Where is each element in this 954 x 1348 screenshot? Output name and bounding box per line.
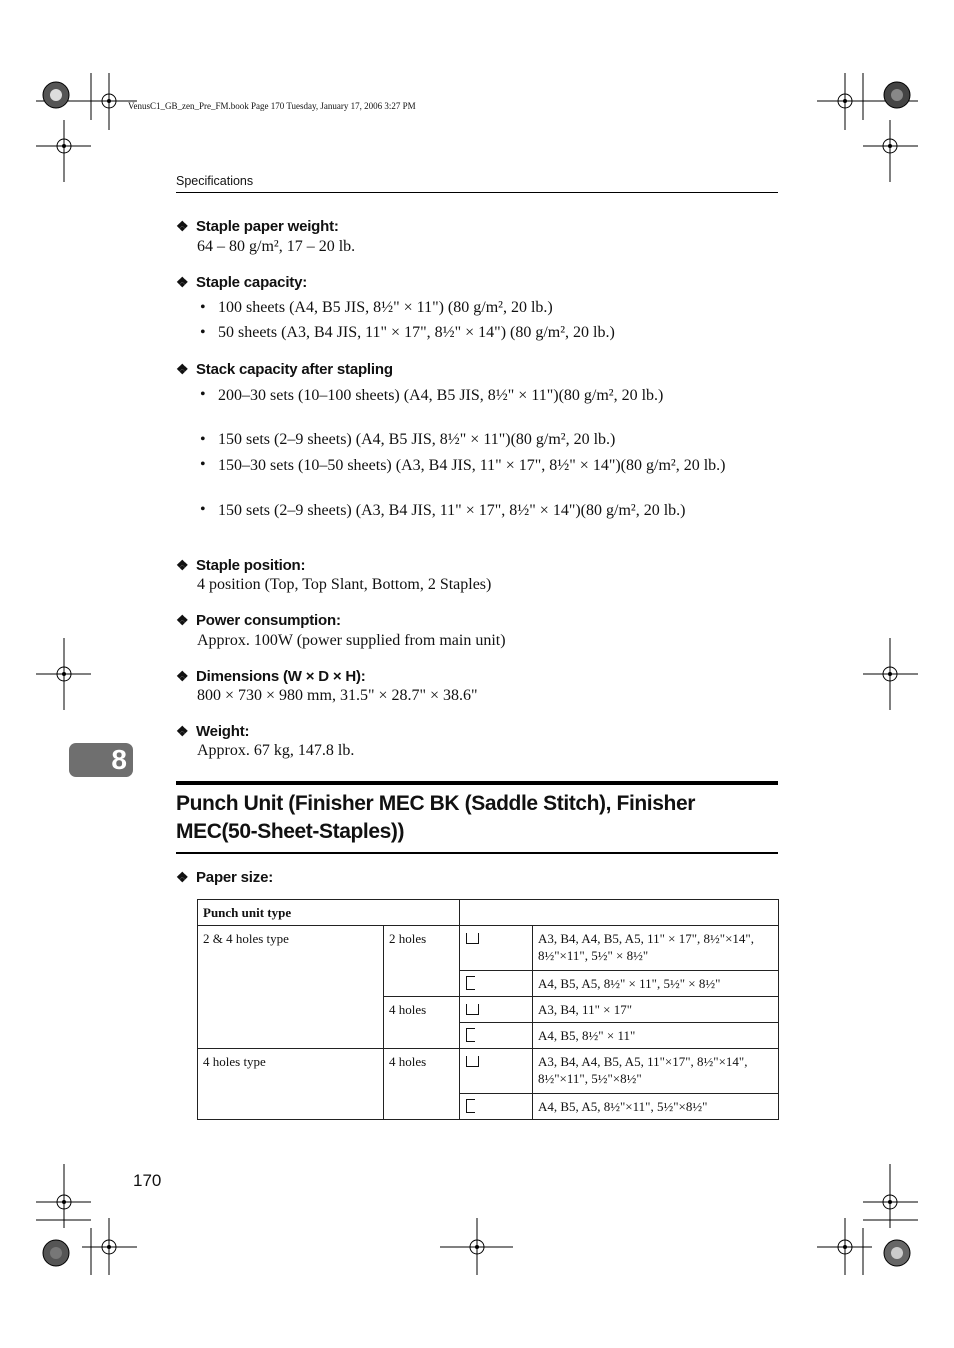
print-imprint: VenusC1_GB_zen_Pre_FM.book Page 170 Tuesday, January 17, 2006 3:27 PM bbox=[128, 101, 416, 111]
stack-capacity-item: 150 sets (2–9 sheets) (A4, B5 JIS, 8½" × 11")(80 g/m², 20 lb.) bbox=[218, 431, 616, 448]
staple-position-heading: ❖ Staple position: bbox=[176, 557, 306, 574]
dimensions-value: 800 × 730 × 980 mm, 31.5" × 28.7" × 38.6" bbox=[197, 687, 478, 704]
weight-value: Approx. 67 kg, 147.8 lb. bbox=[197, 742, 355, 759]
size-cell: A4, B5, A5, 8½" × 11", 5½" × 8½" bbox=[533, 971, 779, 997]
stack-capacity-item: 150 sets (2–9 sheets) (A3, B4 JIS, 11" × 17", 8½" × 14")(80 g/m², 20 lb.) bbox=[218, 502, 686, 519]
stack-capacity-item: 150–30 sets (10–50 sheets) (A3, B4 JIS, 11" × 17", 8½" × 14")(80 g/m², 20 lb.) bbox=[218, 457, 726, 474]
diamond-bullet-icon: ❖ bbox=[176, 361, 189, 377]
chapter-tab: 8 bbox=[69, 743, 133, 777]
diamond-bullet-icon: ❖ bbox=[176, 723, 189, 739]
staple-position-value: 4 position (Top, Top Slant, Bottom, 2 Staples) bbox=[197, 576, 492, 593]
weight-heading: ❖ Weight: bbox=[176, 723, 250, 740]
holes-cell: 4 holes bbox=[384, 1049, 460, 1120]
table-row bbox=[198, 926, 779, 971]
orientation-cell bbox=[460, 997, 533, 1023]
size-cell: A3, B4, A4, B5, A5, 11"×17", 8½"×14", 8½"×11", 5½"×8½" bbox=[533, 1049, 779, 1094]
table-header-cell: Punch unit type bbox=[198, 900, 460, 926]
landscape-feed-icon bbox=[466, 1004, 479, 1015]
size-cell: A3, B4, 11" × 17" bbox=[533, 997, 779, 1023]
header-rule bbox=[176, 192, 778, 193]
portrait-feed-icon bbox=[466, 1099, 475, 1113]
stack-capacity-heading: ❖ Stack capacity after stapling bbox=[176, 361, 393, 378]
diamond-bullet-icon: ❖ bbox=[176, 557, 189, 573]
diamond-bullet-icon: ❖ bbox=[176, 218, 189, 234]
running-header: Specifications bbox=[176, 174, 254, 188]
paper-size-heading: ❖ Paper size: bbox=[176, 869, 274, 886]
staple-paper-weight-heading: ❖ Staple paper weight: bbox=[176, 218, 339, 235]
punch-type-cell: 2 & 4 holes type bbox=[198, 926, 384, 1049]
bullet-dot: • bbox=[200, 324, 206, 341]
bullet-dot: • bbox=[200, 431, 206, 448]
table-row bbox=[198, 1049, 779, 1094]
orientation-cell bbox=[460, 926, 533, 971]
portrait-feed-icon bbox=[466, 976, 475, 990]
orientation-cell bbox=[460, 1023, 533, 1049]
diamond-bullet-icon: ❖ bbox=[176, 869, 189, 885]
landscape-feed-icon bbox=[466, 1056, 479, 1067]
table-header-empty bbox=[460, 900, 779, 926]
bullet-dot: • bbox=[200, 456, 206, 473]
landscape-feed-icon bbox=[466, 933, 479, 944]
holes-cell: 4 holes bbox=[384, 997, 460, 1049]
staple-capacity-item: 100 sheets (A4, B5 JIS, 8½" × 11") (80 g/m², 20 lb.) bbox=[218, 299, 553, 316]
portrait-feed-icon bbox=[466, 1028, 475, 1042]
section-top-bar bbox=[176, 781, 778, 785]
size-cell: A4, B5, A5, 8½"×11", 5½"×8½" bbox=[533, 1094, 779, 1120]
bullet-dot: • bbox=[200, 386, 206, 403]
bullet-dot: • bbox=[200, 299, 206, 316]
diamond-bullet-icon: ❖ bbox=[176, 612, 189, 628]
table-header-row bbox=[198, 900, 779, 926]
bullet-dot: • bbox=[200, 501, 206, 518]
orientation-cell bbox=[460, 1049, 533, 1094]
punch-unit-table bbox=[197, 899, 779, 1120]
page-number: 170 bbox=[133, 1171, 162, 1190]
diamond-bullet-icon: ❖ bbox=[176, 274, 189, 290]
section-title: Punch Unit (Finisher MEC BK (Saddle Stitch), Finisher MEC(50-Sheet-Staples)) bbox=[176, 792, 695, 843]
stack-capacity-item: 200–30 sets (10–100 sheets) (A4, B5 JIS, 8½" × 11")(80 g/m², 20 lb.) bbox=[218, 387, 664, 404]
size-cell: A3, B4, A4, B5, A5, 11" × 17", 8½"×14", 8½"×11", 5½" × 8½" bbox=[533, 926, 779, 971]
orientation-cell bbox=[460, 1094, 533, 1120]
holes-cell: 2 holes bbox=[384, 926, 460, 997]
staple-capacity-heading: ❖ Staple capacity: bbox=[176, 274, 308, 291]
diamond-bullet-icon: ❖ bbox=[176, 668, 189, 684]
section-bottom-rule bbox=[176, 852, 778, 854]
staple-paper-weight-value: 64 – 80 g/m², 17 – 20 lb. bbox=[197, 238, 356, 255]
staple-capacity-item: 50 sheets (A3, B4 JIS, 11" × 17", 8½" × 14") (80 g/m², 20 lb.) bbox=[218, 324, 615, 341]
power-consumption-heading: ❖ Power consumption: bbox=[176, 612, 341, 629]
power-consumption-value: Approx. 100W (power supplied from main unit) bbox=[197, 632, 506, 649]
dimensions-heading: ❖ Dimensions (W × D × H): bbox=[176, 668, 366, 685]
punch-type-cell: 4 holes type bbox=[198, 1049, 384, 1120]
size-cell: A4, B5, 8½" × 11" bbox=[533, 1023, 779, 1049]
orientation-cell bbox=[460, 971, 533, 997]
